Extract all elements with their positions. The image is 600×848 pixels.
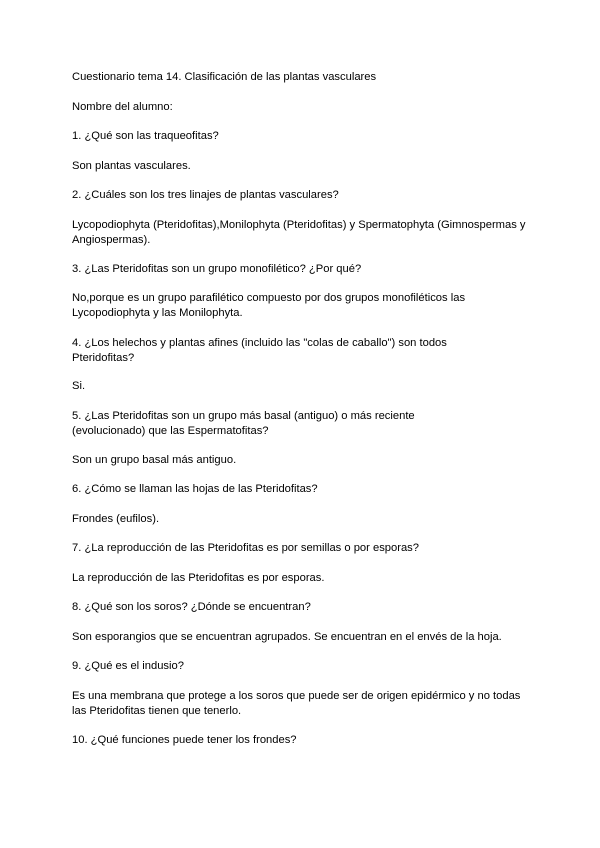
question-10: 10. ¿Qué funciones puede tener los frondes? bbox=[72, 734, 297, 746]
question-3: 3. ¿Las Pteridofitas son un grupo monofilético? ¿Por qué? bbox=[72, 263, 362, 275]
answer-8: Son esporangios que se encuentran agrupados. Se encuentran en el envés de la hoja. bbox=[72, 631, 502, 643]
student-name-label: Nombre del alumno: bbox=[72, 101, 173, 113]
answer-9: Es una membrana que protege a los soros que puede ser de origen epidérmico y no todas las Pteridofitas tienen que tenerlo. bbox=[72, 690, 521, 717]
answer-4: Si. bbox=[72, 380, 86, 392]
question-4: 4. ¿Los helechos y plantas afines (incluido las "colas de caballo") son todos Pteridofitas? bbox=[72, 337, 447, 364]
question-6: 6. ¿Cómo se llaman las hojas de las Pteridofitas? bbox=[72, 483, 318, 495]
question-8: 8. ¿Qué son los soros? ¿Dónde se encuentran? bbox=[72, 601, 311, 613]
question-1: 1. ¿Qué son las traqueofitas? bbox=[72, 130, 219, 142]
answer-2: Lycopodiophyta (Pteridofitas),Monilophyta (Pteridofitas) y Spermatophyta (Gimnospermas y Angiospermas). bbox=[72, 219, 526, 246]
question-2: 2. ¿Cuáles son los tres linajes de plantas vasculares? bbox=[72, 189, 339, 201]
answer-7: La reproducción de las Pteridofitas es por esporas. bbox=[72, 572, 325, 584]
question-5: 5. ¿Las Pteridofitas son un grupo más basal (antiguo) o más reciente (evolucionado) que las Espermatofitas? bbox=[72, 410, 415, 437]
question-7: 7. ¿La reproducción de las Pteridofitas es por semillas o por esporas? bbox=[72, 542, 419, 554]
document-title: Cuestionario tema 14. Clasificación de las plantas vasculares bbox=[72, 71, 377, 83]
answer-3: No,porque es un grupo parafilético compuesto por dos grupos monofiléticos las Lycopodiophyta y las Monilophyta. bbox=[72, 292, 466, 319]
answer-6: Frondes (eufilos). bbox=[72, 513, 160, 525]
answer-5: Son un grupo basal más antiguo. bbox=[72, 454, 237, 466]
question-9: 9. ¿Qué es el indusio? bbox=[72, 660, 184, 672]
answer-1: Son plantas vasculares. bbox=[72, 160, 191, 172]
